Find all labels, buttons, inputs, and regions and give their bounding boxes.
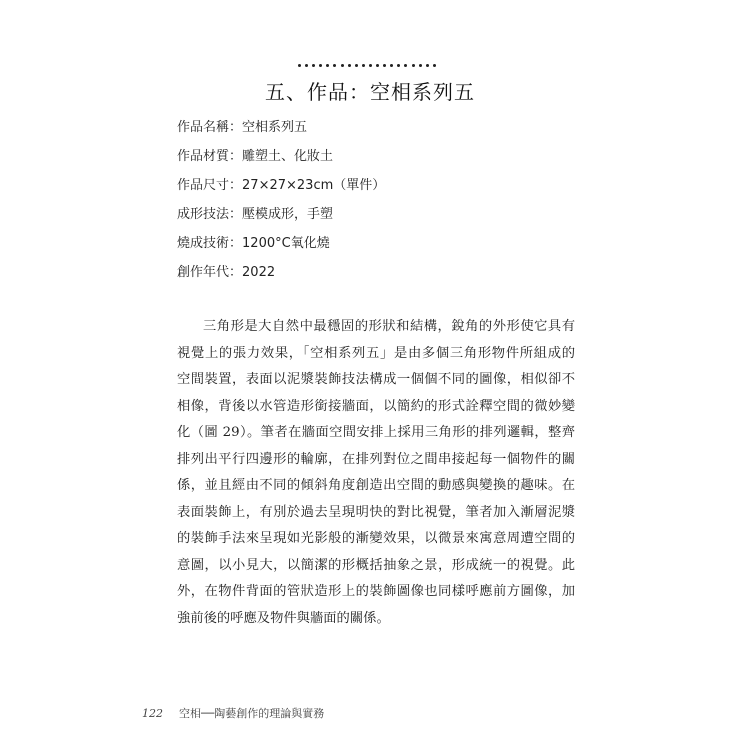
artwork-info-technique: 成形技法：壓模成形，手塑 bbox=[177, 207, 334, 222]
artwork-info-size: 作品尺寸：27×27×23cm（單件） bbox=[177, 178, 386, 193]
info-value: 壓模成形，手塑 bbox=[242, 207, 334, 222]
info-value: 雕塑土、化妝土 bbox=[242, 149, 334, 164]
artwork-info-name: 作品名稱：空相系列五 bbox=[177, 120, 308, 135]
info-label: 作品尺寸 bbox=[177, 178, 230, 193]
info-value: 27×27×23cm（單件） bbox=[242, 178, 386, 193]
artwork-info-firing: 燒成技術：1200°C氧化燒 bbox=[177, 236, 330, 251]
section-title: 五、作品：空相系列五 bbox=[265, 80, 475, 104]
decorative-dot-divider bbox=[298, 60, 436, 70]
artwork-info-list bbox=[177, 113, 385, 287]
paragraph-line: 空間裝置，表面以泥漿裝飾技法構成一個個不同的圖像，相似卻不 bbox=[177, 372, 575, 387]
paragraph-line: 的裝飾手法來呈現如光影般的漸變效果，以微景來寓意周遭空間的 bbox=[177, 531, 575, 546]
info-label: 燒成技術 bbox=[177, 236, 230, 251]
paragraph-line: 強前後的呼應及物件與牆面的關係。 bbox=[177, 610, 390, 626]
paragraph-line: 化（圖 29）。筆者在牆面空間安排上採用三角形的排列邏輯，整齊 bbox=[177, 425, 575, 440]
artwork-info-material: 作品材質：雕塑土、化妝土 bbox=[177, 149, 334, 164]
paragraph-line: 意圖，以小見大，以簡潔的形概括抽象之景，形成統一的視覺。此 bbox=[177, 557, 575, 573]
paragraph-line: 相像，背後以水管造形銜接牆面，以簡約的形式詮釋空間的微妙變 bbox=[177, 398, 575, 414]
page-number: 122 bbox=[142, 707, 163, 720]
paragraph-line: 表面裝飾上，有別於過去呈現明快的對比視覺，筆者加入漸層泥漿 bbox=[177, 504, 575, 520]
running-title: 空相──陶藝創作的理論與實務 bbox=[179, 707, 325, 720]
paragraph-line: 外，在物件背面的管狀造形上的裝飾圖像也同樣呼應前方圖像，加 bbox=[177, 584, 575, 599]
page-footer bbox=[142, 705, 324, 721]
info-value: 1200°C氧化燒 bbox=[242, 236, 330, 251]
info-label: 作品材質 bbox=[177, 149, 230, 164]
paragraph-line: 排列出平行四邊形的輪廓，在排列對位之間串接起每一個物件的關 bbox=[177, 451, 575, 467]
info-value: 空相系列五 bbox=[242, 120, 308, 135]
paragraph-line: 係，並且經由不同的傾斜角度創造出空間的動感與變換的趣味。在 bbox=[177, 478, 575, 493]
info-label: 成形技法 bbox=[177, 207, 230, 222]
paragraph-line: 視覺上的張力效果，「空相系列五」是由多個三角形物件所組成的 bbox=[177, 345, 575, 361]
body-paragraph bbox=[177, 314, 575, 632]
info-label: 作品名稱 bbox=[177, 120, 230, 135]
info-label: 創作年代 bbox=[177, 265, 230, 280]
artwork-info-year: 創作年代：2022 bbox=[177, 265, 276, 280]
info-value: 2022 bbox=[242, 265, 276, 280]
paragraph-line: 三角形是大自然中最穩固的形狀和結構，銳角的外形使它具有 bbox=[203, 319, 575, 334]
